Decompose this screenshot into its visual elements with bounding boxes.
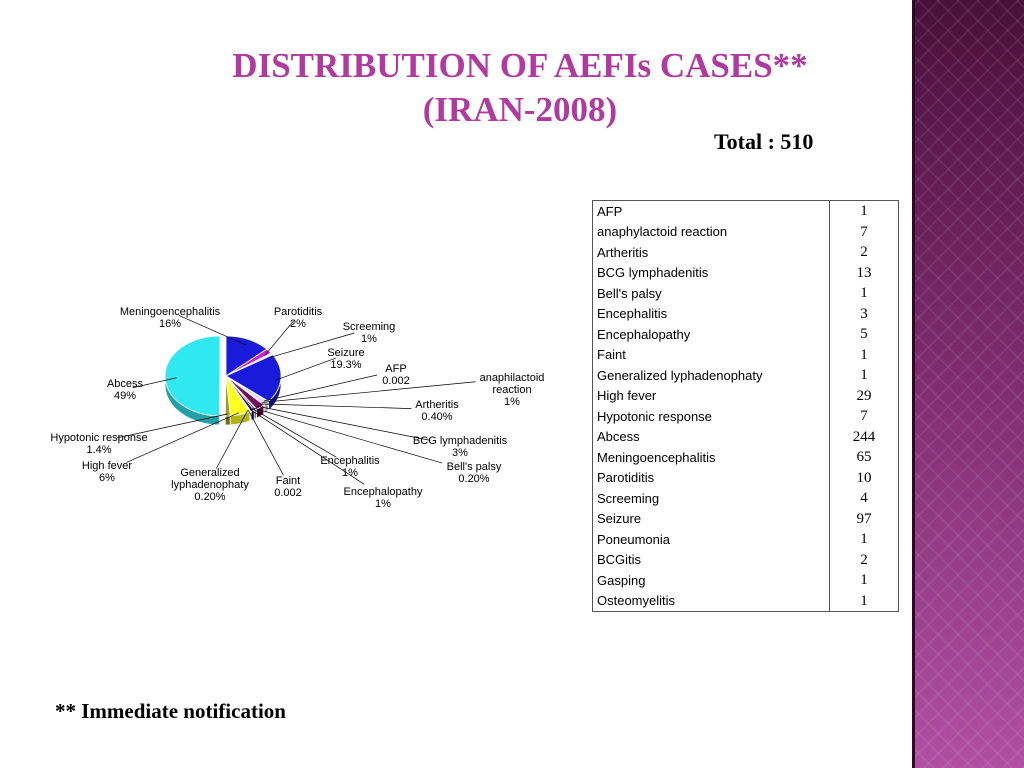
table-row [593,263,899,284]
row-value: 10 [856,469,872,486]
row-value: 4 [860,490,868,506]
table-row [593,468,899,489]
pie-slice-label: AFP 0.002 [382,363,410,387]
row-label: Screeming [593,488,830,509]
pie-slice-label: BCG lymphadenitis 3% [412,435,508,459]
aefi-case-table [592,200,899,612]
title-line-2: (IRAN-2008) [422,90,618,129]
table-row [593,345,899,366]
table-row [593,509,899,530]
leader-line [252,409,336,458]
row-value: 2 [860,244,868,260]
pie-slice-label: Abcess 49% [106,378,144,402]
row-value: 5 [860,326,868,342]
row-label: Artheritis [593,242,830,263]
table-row [593,386,899,407]
leader-line [257,406,430,440]
table-row [593,304,899,325]
table-row [593,365,899,386]
row-label: Generalized lyphadenophaty [593,365,830,386]
pie-slice-label: Seizure 19.3% [327,347,365,371]
pie-slice-label: Screeming 1% [342,321,396,345]
pie-slice-label: Hypotonic response 1.4% [50,432,148,456]
row-value: 3 [860,305,868,322]
table-row [593,222,899,243]
row-label: Encephalitis [593,304,830,325]
table-row [593,447,899,468]
row-label: Gasping [593,570,830,591]
pie-slice-label: Encephalopathy 1% [343,486,423,510]
table-row [593,570,899,591]
leader-line [275,358,335,380]
table-row [593,406,899,427]
row-value: 13 [856,264,872,281]
table-row [593,324,899,345]
pie-labels [50,306,544,510]
row-value: 1 [860,572,868,588]
row-value: 1 [860,346,868,363]
row-value: 244 [852,428,876,445]
row-label: Abcess [593,427,830,448]
footnote: ** Immediate notification [55,699,286,723]
row-label: anaphylactoid reaction [593,222,830,243]
row-label: Hypotonic response [593,406,830,427]
pie-slice-label: Faint 0.002 [274,475,302,499]
row-label: Encephalopathy [593,324,830,345]
row-value: 7 [860,408,868,424]
row-value: 29 [856,387,872,404]
row-value: 7 [860,223,868,240]
pie-slice-label: Generalized lyphadenophaty 0.20% [171,467,249,503]
table-row [593,488,899,509]
table-row [593,550,899,571]
row-value: 1 [860,203,868,219]
row-label: Osteomyelitis [593,591,830,612]
pie-slice-label: anaphilactoid reaction 1% [479,372,545,408]
row-label: Meningoencephalitis [593,447,830,468]
row-value: 97 [856,510,872,527]
table-row [593,201,899,222]
decorative-side-band [912,0,1024,768]
leader-line [260,404,411,409]
row-label: Seizure [593,509,830,530]
row-value: 1 [860,592,868,609]
title-line-1: DISTRIBUTION OF AEFIs CASES** [232,46,808,85]
row-label: Faint [593,345,830,366]
pie-slice-label: Artheritis 0.40% [415,399,459,423]
row-label: Parotiditis [593,468,830,489]
row-label: BCGitis [593,550,830,571]
table-row [593,427,899,448]
row-value: 1 [860,285,868,301]
pie-slice-label: Bell's palsy 0.20% [446,461,502,485]
row-value: 1 [860,367,868,383]
row-label: BCG lymphadenitis [593,263,830,284]
pie-slice-label: Meningoencephalitis 16% [119,306,221,330]
total-label: Total : 510 [714,129,814,154]
pie-slices-group [165,336,281,425]
table-row [593,529,899,550]
pie-slice-label: High fever 6% [81,460,133,484]
table-row [593,242,899,263]
row-label: Poneumonia [593,529,830,550]
row-value: 2 [860,551,868,568]
row-label: Bell's palsy [593,283,830,304]
table-row [593,283,899,304]
row-label: High fever [593,386,830,407]
pie-slice-label: Encephalitis 1% [320,455,380,479]
table-row [593,591,899,612]
row-value: 1 [860,531,868,547]
row-label: AFP [593,201,830,222]
row-value: 65 [856,449,872,465]
pie-slice-label: Parotiditis 2% [273,306,323,330]
